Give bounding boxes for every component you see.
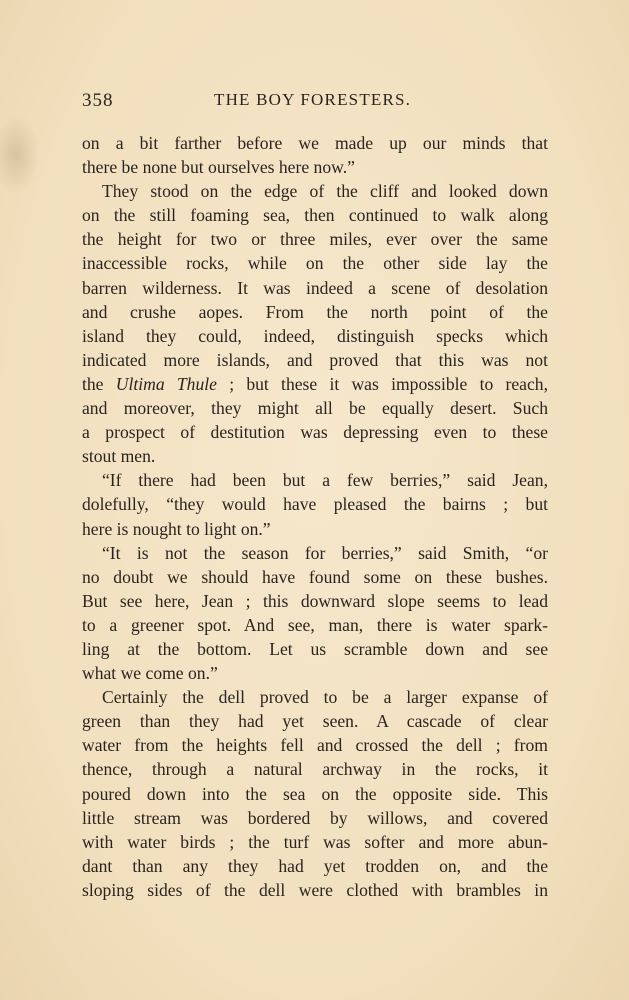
text-line: and moreover, they might all be equally desert. Such xyxy=(82,398,548,419)
text-line: sloping sides of the dell were clothed with brambles in xyxy=(82,879,548,900)
page-number: 358 xyxy=(82,90,114,111)
text-line: stout men. xyxy=(82,446,156,467)
text-line: green than they had yet seen. A cascade of clear xyxy=(82,711,548,732)
italic-phrase: Ultima Thule xyxy=(115,373,217,394)
book-page xyxy=(82,90,548,902)
text-line: and crushe aopes. From the north point of the xyxy=(82,301,548,322)
text-line: here is nought to light on.” xyxy=(82,518,271,539)
text-line: poured down into the sea on the opposite side. This xyxy=(82,783,548,804)
text-line: a prospect of destitution was depressing even to these xyxy=(82,422,548,443)
text-line: Certainly the dell proved to be a larger expanse of xyxy=(102,687,548,708)
text-line: indicated more islands, and proved that this was not xyxy=(82,349,548,370)
text-line: there be none but ourselves here now.” xyxy=(82,157,355,178)
text-line: water from the heights fell and crossed the dell ; from xyxy=(82,735,548,756)
text-line: “If there had been but a few berries,” said Jean, xyxy=(102,470,548,491)
text-line: to a greener spot. And see, man, there is water spark- xyxy=(82,614,548,635)
text-line: thence, through a natural archway in the rocks, it xyxy=(82,759,548,780)
text-line: little stream was bordered by willows, and covered xyxy=(82,807,548,828)
text-segment: ; but these it was impossible to reach, xyxy=(216,373,548,394)
running-title: THE BOY FORESTERS. xyxy=(214,90,412,109)
text-line: dolefully, “they would have pleased the bairns ; but xyxy=(82,494,548,515)
text-line: with water birds ; the turf was softer and more abun- xyxy=(82,831,548,852)
text-line: dant than any they had yet trodden on, and the xyxy=(82,855,548,876)
text-line: no doubt we should have found some on these bushes. xyxy=(82,566,548,587)
text-line: on a bit farther before we made up our minds that xyxy=(82,133,548,153)
text-line xyxy=(82,372,548,396)
text-line: the height for two or three miles, ever over the same xyxy=(82,229,548,250)
text-line: barren wilderness. It was indeed a scene of desolation xyxy=(82,277,548,298)
text-line: “It is not the season for berries,” said Smith, “or xyxy=(102,542,548,563)
text-line: But see here, Jean ; this downward slope seems to lead xyxy=(82,590,548,611)
body-text xyxy=(82,131,548,902)
text-segment: the xyxy=(82,373,116,394)
text-line: what we come on.” xyxy=(82,663,218,684)
text-line: inaccessible rocks, while on the other side lay the xyxy=(82,253,548,274)
text-line: ling at the bottom. Let us scramble down and see xyxy=(82,638,548,659)
text-line: island they could, indeed, distinguish specks which xyxy=(82,325,548,346)
text-line: on the still foaming sea, then continued to walk along xyxy=(82,205,548,226)
text-line: They stood on the edge of the cliff and looked down xyxy=(102,181,548,202)
paper-stain xyxy=(0,115,40,195)
running-head xyxy=(82,90,548,114)
